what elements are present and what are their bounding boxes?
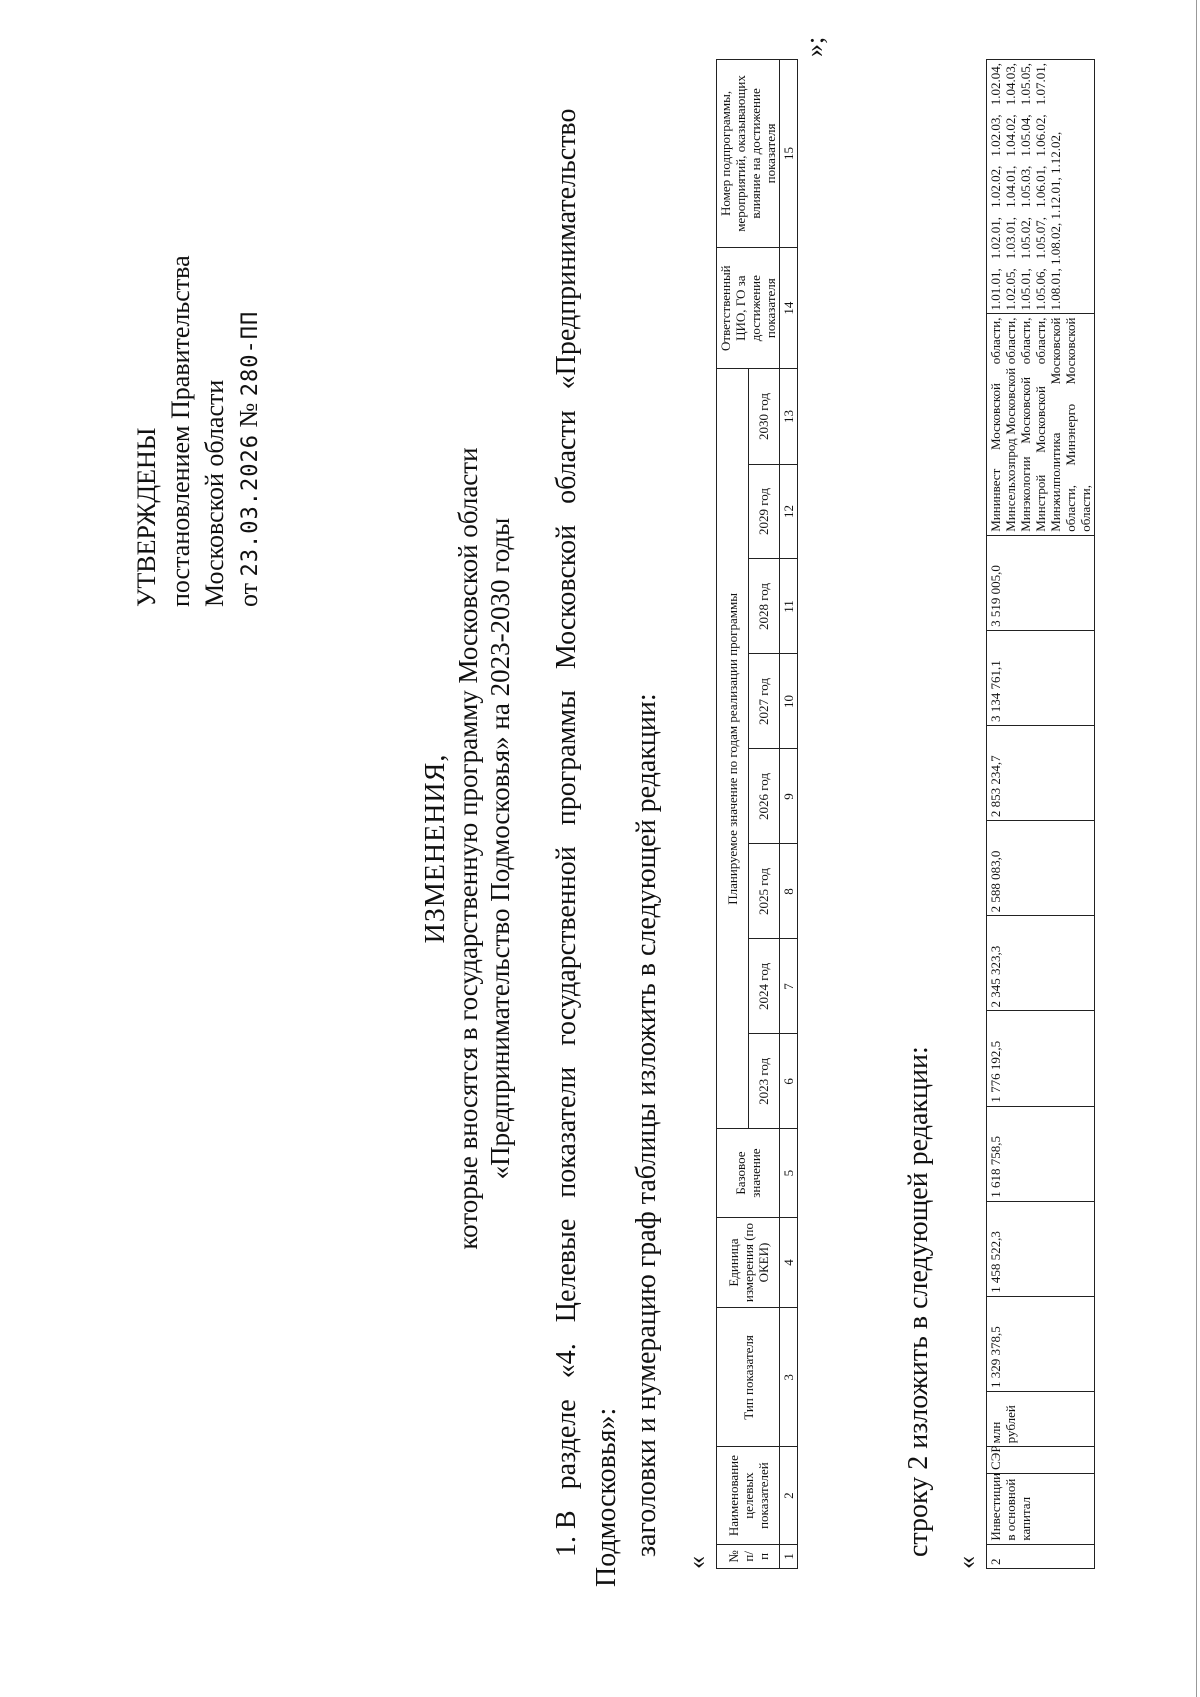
- column-number: 13: [780, 369, 798, 464]
- row-number: 2: [987, 1544, 1095, 1568]
- approval-block: [130, 255, 268, 607]
- number-sign: №: [234, 402, 263, 428]
- scan-edge-line: [1196, 0, 1197, 1697]
- column-number: 11: [780, 559, 798, 654]
- value-cell: 3 134 761,1: [987, 630, 1095, 725]
- document-title: [420, 0, 516, 1697]
- value-cell: 1 458 522,3: [987, 1201, 1095, 1296]
- value-cell: 1 329 378,5: [987, 1296, 1095, 1391]
- paragraph-1-line: 1. В разделе «4. Целевые показатели государственной программы Московской области «Предпринимательство: [551, 108, 582, 1557]
- open-quote: «: [952, 1556, 981, 1569]
- year-cell: 2023 год: [748, 1034, 780, 1129]
- approval-number: 280-ПП: [238, 310, 263, 397]
- close-quote: »;: [800, 36, 829, 57]
- header-cell: Номер подпрограммы, мероприятий, оказывающих влияние на достижение показателя: [717, 60, 780, 248]
- approval-line: постановлением Правительства: [166, 255, 195, 607]
- column-number: 3: [780, 1308, 798, 1447]
- year-cell: 2026 год: [748, 749, 780, 844]
- value-cell: 1 776 192,5: [987, 1011, 1095, 1106]
- paragraph-1-line: Подмосковья»:: [591, 1407, 622, 1587]
- approval-title: УТВЕРЖДЕНЫ: [132, 427, 161, 607]
- approval-date-line: от 23.03.2026 № 280-ПП: [234, 310, 263, 607]
- column-number: 7: [780, 939, 798, 1034]
- header-cell: Ответственный ЦИО, ГО за достижение показателя: [717, 247, 780, 369]
- column-number: 1: [780, 1544, 798, 1568]
- column-number: 9: [780, 749, 798, 844]
- row-2-table: [986, 59, 1095, 1569]
- year-cell: 2028 год: [748, 559, 780, 654]
- year-cell: 2029 год: [748, 464, 780, 559]
- table-row: [987, 60, 1095, 1569]
- title-heading: ИЗМЕНЕНИЯ,: [420, 753, 451, 944]
- measures-cell: 1.01.01, 1.02.01, 1.02.02, 1.02.03, 1.02.04, 1.02.05, 1.03.01, 1.04.01, 1.04.02, 1.04.03, 1.05.01, 1.05.02, 1.05.03, 1.05.04, 1.05.05, 1.05.06, 1.05.07, 1.06.01, 1.06.02, 1.07.01, 1.08.01, 1.08.02, 1.12.01, 1.12.02,: [987, 60, 1095, 315]
- title-line: «Предпринимательство Подмосковья» на 2023-2030 годы: [485, 517, 515, 1180]
- value-cell: 1 618 758,5: [987, 1106, 1095, 1201]
- column-number: 15: [780, 60, 798, 248]
- responsible-cell: Мининвест Московской области, Минсельхозпрод Московской области, Минэкологии Московской области, Минстрой Московской области, Минжилполитика Московской области, Минэнерго Московской области,: [987, 314, 1095, 535]
- indicator-unit: млн рублей: [987, 1392, 1095, 1447]
- column-number: 6: [780, 1034, 798, 1129]
- paragraph-1-line: заголовки и нумерацию граф таблицы изложить в следующей редакции:: [631, 693, 662, 1557]
- approval-line: Московской области: [200, 379, 229, 607]
- column-number: 10: [780, 654, 798, 749]
- paragraph-2: строку 2 изложить в следующей редакции:: [903, 1046, 934, 1557]
- header-cell: Единица измерения (по ОКЕИ): [717, 1217, 780, 1308]
- year-cell: 2027 год: [748, 654, 780, 749]
- indicator-type: СЭР: [987, 1447, 1095, 1474]
- value-cell: 2 853 234,7: [987, 726, 1095, 821]
- year-cell: 2024 год: [748, 939, 780, 1034]
- header-cell: Тип показателя: [717, 1308, 780, 1447]
- value-cell: 2 588 083,0: [987, 821, 1095, 916]
- year-cell: 2025 год: [748, 844, 780, 939]
- column-number: 4: [780, 1217, 798, 1308]
- year-cell: 2030 год: [748, 369, 780, 464]
- header-cell: Базовое значение: [717, 1129, 780, 1217]
- value-cell: 3 519 005,0: [987, 535, 1095, 630]
- header-group-cell: Планируемое значение по годам реализации программы: [717, 369, 749, 1129]
- header-cell: № п/п: [717, 1544, 780, 1568]
- open-quote: «: [682, 1556, 711, 1569]
- column-number: 5: [780, 1129, 798, 1217]
- header-cell: Наименование целевых показателей: [717, 1447, 780, 1544]
- header-row: [717, 60, 749, 1569]
- value-cell: 2 345 323,3: [987, 916, 1095, 1011]
- column-number: 14: [780, 247, 798, 369]
- column-number: 12: [780, 464, 798, 559]
- indicator-name: Инвестиции в основной капитал: [987, 1473, 1095, 1544]
- title-line: которые вносятся в государственную программу Московской области: [453, 447, 483, 1250]
- column-number: 2: [780, 1447, 798, 1544]
- column-number-row: [780, 60, 798, 1569]
- approval-date: 23.03.2026: [238, 434, 263, 577]
- header-table: [716, 59, 798, 1569]
- column-number: 8: [780, 844, 798, 939]
